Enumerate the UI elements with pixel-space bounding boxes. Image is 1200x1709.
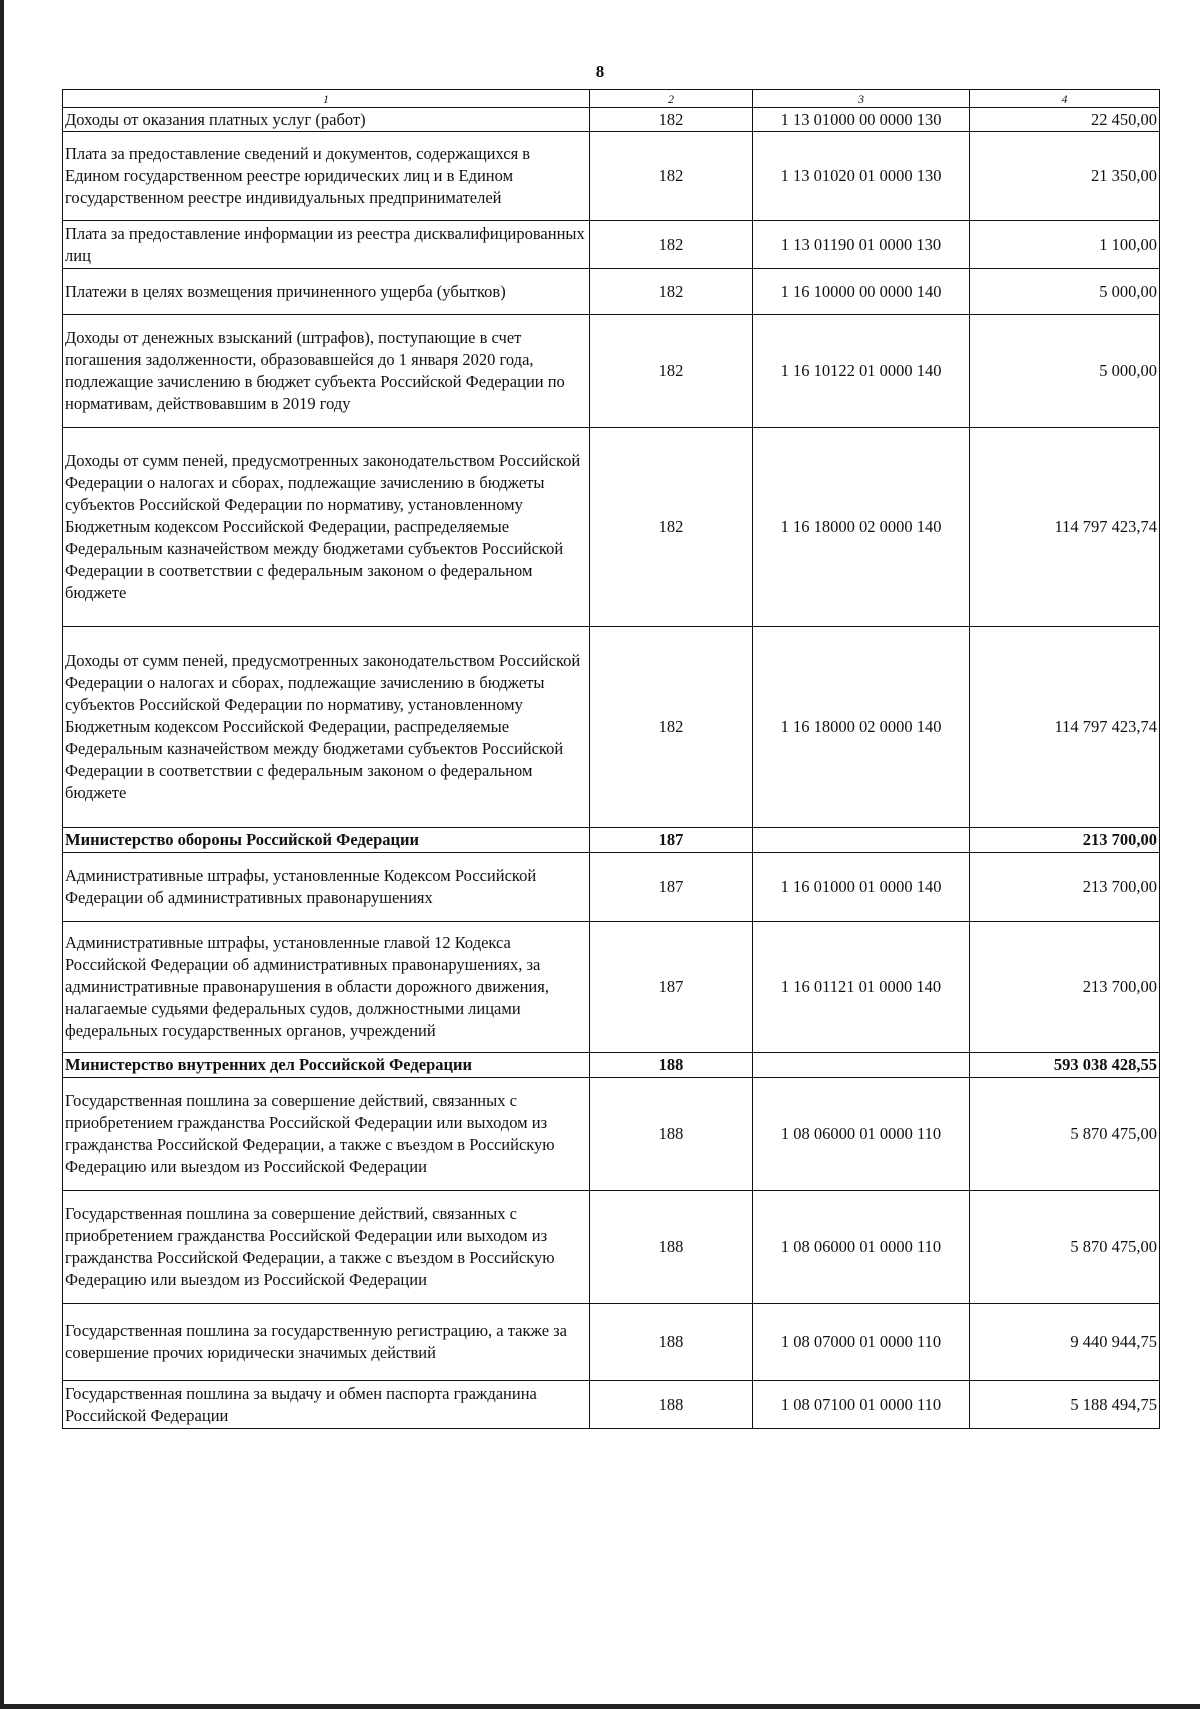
table-row: [63, 269, 1160, 315]
row-amount: 21 350,00: [970, 132, 1160, 221]
row-admin-code: 188: [590, 1191, 753, 1304]
table-row: [63, 132, 1160, 221]
row-admin-code: 188: [590, 1053, 753, 1078]
table-row: [63, 1078, 1160, 1191]
table-row: [63, 108, 1160, 132]
row-name: Государственная пошлина за государственную регистрацию, а также за совершение прочих юридически значимых действий: [63, 1304, 590, 1381]
table-row: [63, 1304, 1160, 1381]
row-name: Государственная пошлина за совершение действий, связанных с приобретением гражданства Российской Федерации или выходом из гражданства Российской Федерации, а также с въездом в Российскую Федерацию или выездом из Российской Федерации: [63, 1191, 590, 1304]
row-admin-code: 187: [590, 922, 753, 1053]
row-amount: 1 100,00: [970, 221, 1160, 269]
row-admin-code: 182: [590, 627, 753, 828]
row-budget-code: 1 13 01020 01 0000 130: [753, 132, 970, 221]
page-number: 8: [595, 62, 605, 81]
row-name: Министерство обороны Российской Федерации: [63, 828, 590, 853]
row-budget-code: 1 16 01000 01 0000 140: [753, 853, 970, 922]
row-admin-code: 188: [590, 1078, 753, 1191]
row-name: Плата за предоставление сведений и документов, содержащихся в Едином государственном реестре юридических лиц и в Едином государственном реестре индивидуальных предпринимателей: [63, 132, 590, 221]
row-name: Государственная пошлина за совершение действий, связанных с приобретением гражданства Российской Федерации или выходом из гражданства Российской Федерации, а также с въездом в Российскую Федерацию или выездом из Российской Федерации: [63, 1078, 590, 1191]
row-amount: 22 450,00: [970, 108, 1160, 132]
row-amount: 213 700,00: [970, 853, 1160, 922]
row-budget-code: 1 13 01190 01 0000 130: [753, 221, 970, 269]
column-3-number: 3: [753, 90, 970, 108]
table-row: [63, 627, 1160, 828]
row-budget-code: 1 16 18000 02 0000 140: [753, 428, 970, 627]
row-name: Доходы от сумм пеней, предусмотренных законодательством Российской Федерации о налогах и сборах, подлежащие зачислению в бюджеты субъектов Российской Федерации по нормативу, установленному Бюджетным кодексом Российской Федерации, распределяемые Федеральным казначейством между бюджетами субъектов Российской Федерации в соответствии с федеральным законом о федеральном бюджете: [63, 428, 590, 627]
row-name: Государственная пошлина за выдачу и обмен паспорта гражданина Российской Федерации: [63, 1381, 590, 1429]
row-budget-code: [753, 1053, 970, 1078]
table-section-row: [63, 828, 1160, 853]
row-budget-code: 1 08 06000 01 0000 110: [753, 1191, 970, 1304]
row-amount: 5 000,00: [970, 315, 1160, 428]
table-row: [63, 221, 1160, 269]
row-name: Плата за предоставление информации из реестра дисквалифицированных лиц: [63, 221, 590, 269]
row-admin-code: 187: [590, 828, 753, 853]
column-2-number: 2: [590, 90, 753, 108]
row-amount: 593 038 428,55: [970, 1053, 1160, 1078]
table-row: [63, 1381, 1160, 1429]
row-admin-code: 182: [590, 315, 753, 428]
row-amount: 114 797 423,74: [970, 428, 1160, 627]
row-budget-code: 1 16 10122 01 0000 140: [753, 315, 970, 428]
revenue-table: [62, 89, 1160, 1429]
table-row: [63, 315, 1160, 428]
row-budget-code: 1 08 07100 01 0000 110: [753, 1381, 970, 1429]
row-admin-code: 182: [590, 108, 753, 132]
row-amount: 9 440 944,75: [970, 1304, 1160, 1381]
row-name: Административные штрафы, установленные главой 12 Кодекса Российской Федерации об административных правонарушениях, за административные правонарушения в области дорожного движения, налагаемые судьями федеральных судов, должностными лицами федеральных государственных органов, учреждений: [63, 922, 590, 1053]
row-admin-code: 182: [590, 428, 753, 627]
row-amount: 213 700,00: [970, 828, 1160, 853]
row-amount: 5 000,00: [970, 269, 1160, 315]
row-admin-code: 188: [590, 1304, 753, 1381]
table-row: [63, 428, 1160, 627]
row-budget-code: 1 16 01121 01 0000 140: [753, 922, 970, 1053]
row-name: Министерство внутренних дел Российской Федерации: [63, 1053, 590, 1078]
row-budget-code: 1 16 18000 02 0000 140: [753, 627, 970, 828]
row-admin-code: 182: [590, 221, 753, 269]
column-1-number: 1: [63, 90, 590, 108]
column-number-header: [63, 90, 1160, 108]
row-name: Платежи в целях возмещения причиненного ущерба (убытков): [63, 269, 590, 315]
row-admin-code: 187: [590, 853, 753, 922]
row-budget-code: [753, 828, 970, 853]
table-row: [63, 922, 1160, 1053]
row-budget-code: 1 08 06000 01 0000 110: [753, 1078, 970, 1191]
row-budget-code: 1 16 10000 00 0000 140: [753, 269, 970, 315]
column-4-number: 4: [970, 90, 1160, 108]
scan-bottom-edge: [0, 1704, 1200, 1709]
row-amount: 213 700,00: [970, 922, 1160, 1053]
row-budget-code: 1 13 01000 00 0000 130: [753, 108, 970, 132]
table-row: [63, 853, 1160, 922]
row-admin-code: 188: [590, 1381, 753, 1429]
row-amount: 5 188 494,75: [970, 1381, 1160, 1429]
row-admin-code: 182: [590, 269, 753, 315]
row-amount: 5 870 475,00: [970, 1191, 1160, 1304]
row-amount: 5 870 475,00: [970, 1078, 1160, 1191]
row-name: Доходы от денежных взысканий (штрафов), поступающие в счет погашения задолженности, образовавшейся до 1 января 2020 года, подлежащие зачислению в бюджет субъекта Российской Федерации по нормативам, действовавшим в 2019 году: [63, 315, 590, 428]
row-name: Доходы от оказания платных услуг (работ): [63, 108, 590, 132]
row-budget-code: 1 08 07000 01 0000 110: [753, 1304, 970, 1381]
table-row: [63, 1191, 1160, 1304]
row-name: Доходы от сумм пеней, предусмотренных законодательством Российской Федерации о налогах и сборах, подлежащие зачислению в бюджеты субъектов Российской Федерации по нормативу, установленному Бюджетным кодексом Российской Федерации, распределяемые Федеральным казначейством между бюджетами субъектов Российской Федерации в соответствии с федеральным законом о федеральном бюджете: [63, 627, 590, 828]
table-section-row: [63, 1053, 1160, 1078]
scan-left-edge: [0, 0, 4, 1709]
row-name: Административные штрафы, установленные Кодексом Российской Федерации об административных правонарушениях: [63, 853, 590, 922]
row-admin-code: 182: [590, 132, 753, 221]
row-amount: 114 797 423,74: [970, 627, 1160, 828]
